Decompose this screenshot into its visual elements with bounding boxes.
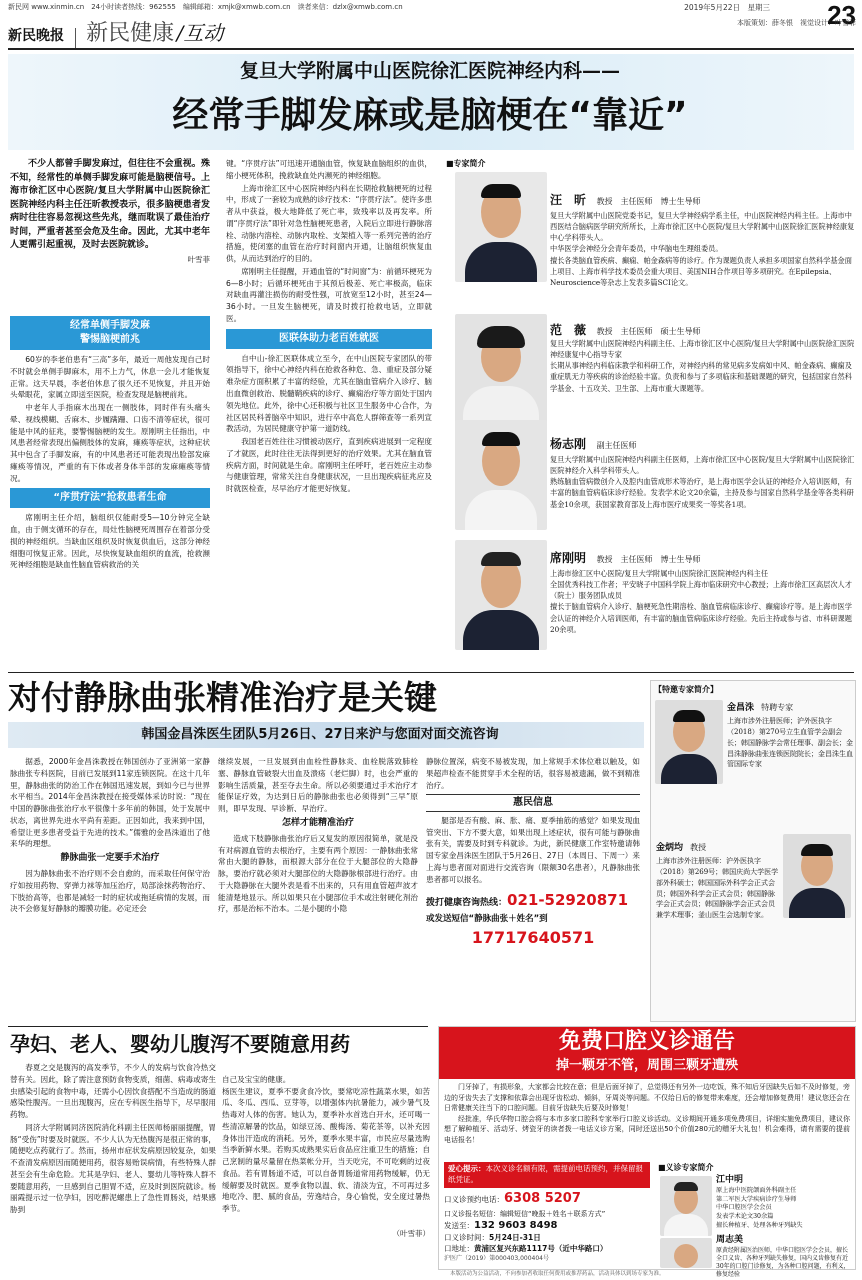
article2-col2	[218, 756, 418, 1056]
profile-kim-bio: 上海市涉外注册医师；沪外医执字（2018）第270号立生血管学会副会长；韩国静脉学会常任理事、副会长；金昌洙静脉曲张连锁医院院长；金昌洙生血管国际专家	[727, 717, 853, 769]
ad-address: 黄浦区复兴东路1117号（近中华路口）	[474, 1244, 608, 1254]
ad-address-label: 口地址：	[444, 1244, 474, 1254]
article1-para1: 60岁的李老伯患有“三高”多年，最近一周他发现自己时不时就会单侧手脚麻木，用不上力气，休息一会儿才能恢复正常。这天早晨，李老伯休息了很久还不见恢复，并且开始头晕眼花，家属立即送至医院，检查发现是脑梗前兆。	[10, 355, 210, 400]
hotline-number[interactable]: 021-52920871	[507, 891, 629, 910]
profile-photo-jin	[783, 834, 851, 918]
ad-doctor-bio: 原上海中医院颌面外科副主任 第二军医大学疾病诊疗生导师 中华口腔医学会会员 发表学术论文30余篇 擅长种植牙、处理各种牙列缺失	[716, 1187, 803, 1229]
expert-header-xi	[550, 550, 856, 567]
masthead-divider	[75, 28, 76, 48]
ad-license: 沪医广（2019）第000403,000404号	[444, 1255, 549, 1263]
header-info-line: 新民网 www.xinmin.cn 24小时读者热线：962555 编辑邮箱：xmjk@xmwb.com.cn 读者来信：dzlx@xmwb.com.cn	[8, 3, 403, 11]
brand-logo: 新民晚报	[8, 28, 64, 44]
expert-photo-fan	[455, 314, 547, 424]
expert-header-yang	[550, 436, 856, 453]
article1-para3: 席刚明主任介绍，脑组织仅能耐受5—10分钟完全缺血，由于侧支循环的存在，局灶性脑梗死周围存在着部分受损的神经组织。当缺血区组织及时恢复供血后，这部分神经细胞可恢复正常。因此，尽快恢复缺血组织的血流，抢救濒死神经细胞是缺血性脑血管病救治的关	[10, 513, 210, 570]
subsection-title: /互动	[176, 21, 224, 45]
article2-headline: 对付静脉曲张精准治疗是关键	[8, 678, 437, 717]
ad-header	[439, 1027, 855, 1079]
ad-body2: 经批准，华氏华物口腔会将与本市多家口腔科专家举行口腔义诊活动。义诊期间开通多项免费项目，详细实施免费项目，建议你想了解种植牙、活动牙、烤瓷牙的读者拨一电话义诊方案，同时还送出50个价值280元的赠牙大礼包！机会难得，请有需要的提前电话报名！	[444, 1114, 850, 1144]
hotline-label: 拨打健康咨询热线：	[426, 898, 508, 909]
article1-para6: 席刚明主任提醒，开通血管的“时间窗”为：前循环梗死为6—8小时；后循环梗死由于其预后极差、死亡率极高，临床对缺血再灌注损伤的耐受性强，可放宽至12小时，甚至24—36小时。一旦发生脑梗死，请及时拨打抢救电话，立即就医。	[226, 266, 432, 323]
section-rule-2	[8, 1026, 428, 1027]
profile-photo-kim	[655, 700, 723, 784]
article1-para2: 中老年人手指麻木出现在一侧肢体，同时伴有头痛头晕、视线模糊、舌麻木、步履蹒跚、口齿不清等症状，很可能是中风的征兆，要警惕脑梗的发生。原刚明主任指出，中风患者经常表现出偏侧肢体的发麻，瘫痪等症状，这种症状其中包含了手脚发麻，有的中风患者还可能表现出脸部发麻瘫痪等情况，严重的有下体或者身体半部的发麻瘫痪等情况。	[10, 403, 210, 483]
ad-time-label: 口义诊时间：	[444, 1233, 489, 1243]
expert-photo-wang	[455, 172, 547, 282]
expert-bio-fan: 复旦大学附属中山医院神经内科副主任、上海市徐汇区中心医院/复旦大学附属中山医院徐汇医院神经康复中心指导专家 长期从事神经内科临床教学和科研工作，对神经内科的常见病多发病如中风、帕金森病、癫痫及重症肌无力等疾病的诊治经验丰富。负责和参与了多项临床和基础课题的研究，包括国家自然科学基金、十五攻关、卫生部、上海市重大课题等。	[550, 339, 855, 393]
ad-time-row	[444, 1233, 654, 1244]
article2-subhead-precise: 怎样才能精准治疗	[281, 817, 354, 828]
article2-col3a: 静脉位置深，病变不易被发现，加上常规手术体位难以触及，如果超声检查不能贯穿手术全程的话，很容易被遗漏，做不到精准治疗。	[426, 757, 640, 790]
ad-time: 5月24日-31日	[489, 1233, 541, 1243]
expert-title: 教授 主任医师 博士生导师	[596, 197, 701, 206]
profile-title: 特聘专家	[761, 703, 794, 712]
article1-headline: 经常手脚发麻或是脑梗在“靠近”	[172, 95, 688, 136]
masthead	[8, 18, 468, 46]
profile-title: 教授	[690, 843, 707, 852]
expert-name: 范 薇	[550, 323, 587, 337]
subhead-medical-alliance: 医联体助力老百姓就医	[226, 329, 432, 349]
profile-label: 【特邀专家简介】	[654, 685, 718, 694]
sms-label: 或发送短信“静脉曲张＋姓名”到	[426, 913, 548, 924]
article3-byline: （叶雪菲）	[392, 1228, 430, 1238]
expert-bio-wang: 复旦大学附属中山医院党委书记，复旦大学神经病学系主任，中山医院神经内科主任。上海市中西医结合脑病医学研究所所长，上海市徐汇区中心医院/复旦大学附属中山医院徐汇医院神经康复中心学科带头人。 中华医学会神经分会青年委员，中华脑电生理组委员。 擅长各类脑血管疾病、癫痫、帕金森病等的诊疗。作为课题负责人承担多项国家自然科学基金面上项目、上海市科学技术委员会重大项目、美国NIH合作项目等多项研究。在Epilepsia、Neuroscience等杂志上发表多篇SCI论文。	[550, 211, 855, 287]
sms-number[interactable]: 17717640571	[471, 927, 595, 947]
profile-name: 金炳均	[656, 843, 684, 853]
section-title: 新民健康	[86, 21, 175, 46]
expert-header-wang	[550, 192, 856, 209]
expert-photo-yang	[455, 420, 547, 530]
notice-title: 惠民信息	[426, 794, 640, 812]
subhead-sequential-therapy: “序贯疗法”抢救患者生命	[10, 488, 210, 508]
expert-title: 教授 主任医师 博士生导师	[596, 555, 701, 564]
header-date: 2019年5月22日 星期三	[684, 3, 770, 12]
ad-reminder-box	[444, 1162, 650, 1188]
article1-para5: 上海市徐汇区中心医院神经内科在长期抢救脑梗死的过程中，形成了一套较为成熟的诊疗技术：“序贯疗法”。使许多患者从中获益，极大地降低了死亡率，致残率以及再发率。所谓“序贯疗法”即针对急性脑梗死患者，入院后立即进行静脉溶栓、动脉内溶栓、动脉内取栓、支架植入等一系列完善的治疗措施，使闭塞的血管在治疗时间窗内开通，让脑组织恢复血供，从而达到治疗的目的。	[226, 183, 432, 264]
profile-jin-bio: 上海市涉外注册医师：沪外医执字（2018）第269号；韩国庆尚大学医学部外科硕士；韩国国际外科学会正式会员；韩国外科学会正式会员；韩国静脉学会正式会员；韩国静脉学会正式会员兼学术理事；釜山医生会选制专家。	[656, 857, 779, 920]
ad-reminder-text: 本次义诊名额有限，需提前电话预约，并保留报纸凭证。	[448, 1164, 643, 1184]
section-rule-1	[8, 672, 854, 673]
ad-doctor-name: 江中明	[716, 1175, 744, 1185]
article2-col3	[426, 756, 640, 1056]
hotline-row	[426, 889, 640, 912]
article1-lede-block	[10, 158, 210, 306]
ad-body-block	[444, 1082, 850, 1160]
ad-doctor-bio: 原黄经附属医治医师，中华口腔医学会会员，擅长全口义齿、各种牙列缺失修复，国内义齿修复有近30年的口腔门诊修复，为各种口腔问题，有利义，修复经验	[716, 1247, 850, 1279]
subhead-numbness: 经常单侧手脚发麻 警惕脑梗前兆	[10, 316, 210, 350]
article1-para8: 我国老百姓往往习惯被动医疗，直到疾病进展到一定程度了才就医，此时往往无法得到更好的治疗效果。尤其在脑血管疾病方面，时间就是生命。席刚明主任呼吁，老百姓应主动参与健康管理，常常关注自身健康状况，一旦出现疾病征兆应及时就医检查，尽早治疗才能更好恢复。	[226, 437, 432, 494]
expert-photo-xi	[455, 540, 547, 650]
article2-subhead-surgery: 静脉曲张一定要手术治疗	[60, 853, 160, 864]
ad-phone[interactable]: 6308 5207	[504, 1191, 581, 1206]
ad-sms-row	[444, 1219, 654, 1234]
notice-body: 腿部是否有酸、麻、胀、痛、夏季抽筋的感觉？如果发现血管突出、下方不要大意，如果出现上述症状，很有可能与静脉曲张有关，需要及时到专科就诊。为此，新民健康工作室特邀请韩国专家金昌洙医生团队于5月26日、27日（本周日、下周一）来上海与患者面对面进行交流咨询（限额30名患者），凡静脉曲张患者都可以报名。	[426, 815, 640, 884]
article1-lede: 不少人都曾手脚发麻过，但往往不会重视。殊不知，经常性的单侧手脚发麻可能是脑梗信号。上海市徐汇区中心医院/复旦大学附属中山医院徐汇医院神经内科主任汪昕教授表示，很多脑梗患者发病时往往容易忽视这些先兆，继而耽误了最佳治疗时间，严重者甚至会危及生命。因此，尤其中老年人更需引起重视，及时去医院就诊。	[10, 159, 210, 250]
article2-col1a: 据悉，2000年金昌洙教授在韩国创办了亚洲第一家静脉曲张专科医院，目前已发展到11家连锁医院。在这十几年里，静脉曲张的防治工作在韩国迅速发展，到如今已与世界水平相当。2014年金昌洙教授在接受媒体采访时说：“现在中国的静脉曲张治疗水平很像十多年前的韩国，处于发展中状态，离世界先进水平尚有差距。正因如此，我来到中国，希望让更多患者受益于先进的技术。”儒雅的金昌洙道出了他来华的理想。	[10, 757, 210, 849]
article1-para4: 键。“序贯疗法”可迅速开通脑血管，恢复缺血脑组织的血供，缩小梗死体积，挽救缺血处内濒死的神经细胞。	[226, 159, 432, 180]
article1-col1	[10, 312, 210, 680]
expert-title: 副主任医师	[596, 441, 637, 450]
article2-col1	[10, 756, 210, 1056]
expert-bio-xi: 上海市徐汇区中心医院/复旦大学附属中山医院徐汇医院神经内科主任 全国优秀科技工作者；平安晓子中国科学院上海市临床研究中心教授；上海市徐汇区高层次人才（院士）服务团队成员 擅长于脑血管病介入诊疗、脑梗死急性期溶栓、脑血管病临床诊疗、癫痫诊疗等。是上海市医学会认证的神经介入培训医师，有丰富的脑血管病临床诊疗经验。先后主持或参与省、市科研课题20余项。	[550, 569, 852, 634]
expert-name: 席刚明	[550, 551, 587, 565]
profile-kim-header	[727, 702, 853, 715]
article3-col2: 自己及宝宝的健康。 杨医生建议，夏季不要贪食冷饮，要常吃凉性蔬菜水果，如苦瓜、冬瓜、西瓜、豆芽等，以增强体内抗暑能力，减少暑气及热毒对人体的伤害。她认为，夏季补水首选白开水，还可喝一些清凉解暑的饮品，如绿豆汤、酸梅汤、菊花茶等，以补充因身体出汗造成的消耗。另外，夏季水果丰富，市民应尽量选购当季新鲜水果。若购买成熟果实后食品应注重卫生的措施；自己烹制的量尽量留在热菜帐分开，当天吃完，不可吃剩的过夜食品。若有胃肠道不适，可以自备胃肠道常用药物缓解，仍无缓解要及时就医。夏季食物以温、软、清淡为宜，不可再过多地吃冷、肥、腻的食品，劳逸结合，身心愉悦，安全度过暑热季节。	[222, 1074, 430, 1214]
article2-col1b: 因为静脉曲张不治疗则不会自愈的，而采取任何保守治疗如按用药物、穿弹力袜等加压治疗，局部涂抹药物治疗、下肢抬高等，也都是减轻一时的症状或拖延病情的发展，而决不会修复好静脉的瓣膜功能。必定还会	[10, 869, 210, 914]
ad-doctor-jiang	[716, 1174, 852, 1237]
article2-subheadline: 韩国金昌洙医生团队5月26日、27日来沪与您面对面交流咨询	[141, 727, 499, 742]
ad-expert-label: ■义诊专家简介	[658, 1163, 714, 1172]
article1-col2	[226, 158, 432, 670]
footer-note: 本版活动为公益活动，不向参加者收取任何费用或推荐药品，活动具体以到场专家为准。	[450, 1271, 665, 1277]
article3-headline: 孕妇、老人、婴幼儿腹泻不要随意用药	[10, 1032, 350, 1056]
article1-para7: 自中山-徐汇医联体成立至今，在中山医院专家团队的带领指导下，徐中心神经内科在抢救各种危、急、重症及部分疑难杂症方面积累了丰富的经验，尤其在脑血管病介入诊疗、脑出血微创救治、脱髓鞘疾病的诊疗、癫痫治疗等方面处于国内领先地位。此外，徐中心还积极与社区卫生服务中心合作，为社区居民科普脑卒中知识，进行卒中高危人群筛查等一系列宣教活动，为居民健康守护第一道防线。	[226, 353, 432, 434]
ad-title: 免费口腔义诊通告	[558, 1029, 735, 1054]
editors-credit: 本版策划：薛冬银 视觉设计：叶雪菲	[737, 19, 856, 27]
experts-label: ■专家简介	[446, 159, 486, 168]
ad-doctor-zhou	[716, 1234, 852, 1279]
expert-bio-yang: 复旦大学附属中山医院神经内科副主任医师，上海市徐汇区中心医院/复旦大学附属中山医院徐汇医院神经介入科学科带头人。 熟练脑血管病微创介入及腔内血管成形术等治疗，是上海市医学会认证的神经介入培训医师，有丰富的脑血管病临床诊疗经验。发表学术论文20余篇，主持及参与国家自然科学基金等各类科研基金10余项，获国家教育部及上海市医疗成果奖一等奖各1项。	[550, 455, 855, 509]
ad-address-row	[444, 1244, 654, 1255]
profile-name: 金昌洙	[727, 703, 755, 713]
article3-col1a: 春夏之交是腹泻的高发季节，不少人的发病与饮食冷热交替有关。因此，除了需注意预防食物变质，细菌、病毒或寄生虫感染引起的食物中毒，还需小心因饮食搭配不当造成的肠道感染性腹泻。一旦出现腹泻，应在专科医生指导下，尽早服用药物。	[10, 1063, 216, 1120]
ad-phone-label: 口义诊预约电话：	[444, 1195, 504, 1204]
article1-byline: 叶雪菲	[187, 254, 210, 264]
expert-header-fan	[550, 322, 856, 339]
header-rule	[8, 48, 854, 50]
ad-subtitle: 掉一颗牙不管，周围三颗牙遭殃	[555, 1058, 738, 1073]
article3-col1b: 同济大学附属同济医院消化科副主任医师杨丽丽提醒，胃肠“受伤”时要及时就医。不少人认为无热腹泻是很正常的事，随便吃点药就行了。然而，扬州市症状发病原因较复杂，如果不查清发病原因而随便用药，很容易贻误病情，有些特殊人群甚至会有生命危险。尤其是孕妇、老人、婴幼儿等特殊人群不要随意用药，一旦感到自己胆胃不适，应及时到医院就诊。杨丽霞提示过一位孕妇，因吃醉泥螺患上了急性胃肠炎，结果感胁到	[10, 1122, 216, 1215]
ad-sms-label: 口义诊报名短信：编辑短信“晚报＋姓名＋联系方式”	[444, 1209, 606, 1218]
article2-col2b: 造成下肢静脉曲张治疗后又复发的原因很简单，就是没有对病源血管的去根治疗，主要有两个原因：一静脉曲张常常由大腿的静脉，而根源大部分在位于大腿部位的大隐静脉，要治疗就必须对大腿部位的大隐静脉根部进行治疗。由于大隐静脉在大腿外表是看不出来的，只有用血管超声波才能清楚地显示。所以如果只在小腿部位手术或注射硬化剂治疗，那是治标不治本。二是小腿的小隐	[218, 833, 418, 914]
expert-title: 教授 主任医师 硕士生导师	[596, 327, 701, 336]
ad-doctor-photo-jiang	[660, 1176, 712, 1236]
article2-col2a: 继续发展，一旦发展到由血栓性静脉炎、血栓脱落致肺栓塞、静脉血管破裂大出血及溃疡（老烂脚）时，也会严重的影响生活质量，甚至夺去生命。所以必须要通过手术治疗才能保证疗效，为达到日后的静脉曲张也必须得到“三早”原则，即早发现、早诊断、早治疗。	[218, 757, 418, 814]
article3-col2	[222, 1062, 430, 1268]
ad-reminder-title: 爱心提示：	[448, 1164, 486, 1173]
ad-phone-row	[444, 1190, 654, 1209]
profile-jin-header	[656, 842, 780, 855]
ad-doctor-photo-zhou	[660, 1238, 712, 1268]
ad-body: 门牙掉了，有损形象，大家都会比较在意；但是后面牙掉了，总觉得还有另外一边吃饭，殊不知后牙因缺失后如不及时修复，旁边的牙齿失去了支撑和依靠会出现牙齿松动、倾斜，牙周炎等问题。不仅给日后的修复带来难度，还会增加修复费用！建议您还会在日常健康关注当下的口腔问题。目前牙齿缺失后要及时修复！	[444, 1083, 850, 1112]
expert-name: 汪 昕	[550, 193, 587, 207]
expert-name: 杨志刚	[550, 437, 587, 451]
article3-col1	[10, 1062, 216, 1268]
ad-sms-to-label: 发送至：	[444, 1220, 474, 1230]
ad-sms-to[interactable]: 132 9603 8498	[474, 1219, 558, 1231]
page-number: 23	[827, 0, 856, 30]
ad-contact-block	[444, 1190, 654, 1264]
article1-kicker: 复旦大学附属中山医院徐汇医院神经内科——	[239, 60, 620, 82]
ad-doctor-name: 周志美	[716, 1235, 744, 1245]
